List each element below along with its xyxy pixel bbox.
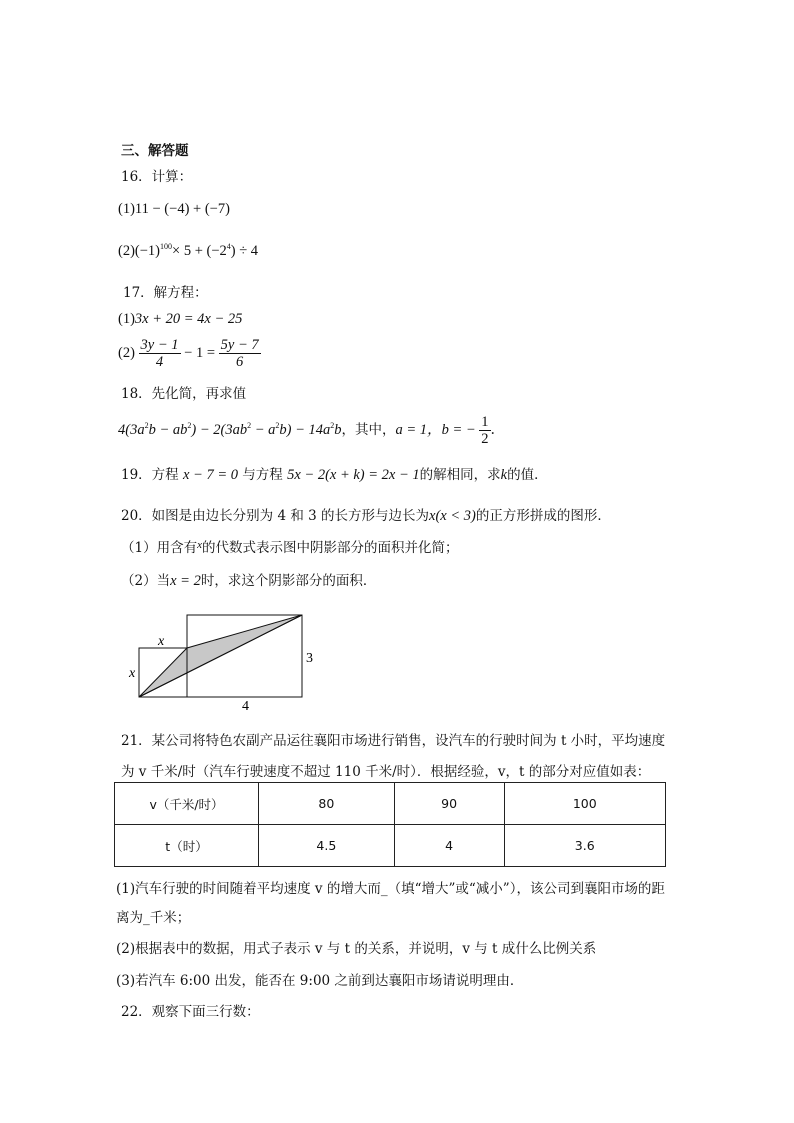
q18-expr-c: ) − 2(3ab — [191, 421, 248, 438]
q20-stem-b: 的正方形拼成的图形． — [475, 508, 611, 524]
q21-sub3: (3)若汽车 6:00 出发，能否在 9:00 之前到达襄阳市场请说明理由． — [116, 973, 524, 989]
q19-t2: 与方程 — [242, 467, 283, 483]
q21-line1: 21．某公司将特色农副产品运往襄阳市场进行销售，设汽车的行驶时间为 t 小时，平均速度 — [121, 733, 666, 749]
table-cell: 4.5 — [259, 825, 395, 867]
q18-exp: 2 — [187, 420, 192, 430]
q17-stem: 17．解方程： — [123, 285, 208, 301]
q19-t1: 19．方程 — [121, 467, 179, 483]
q17-part1-expr: 3x + 20 = 4x − 25 — [134, 311, 243, 327]
q19-k: k — [500, 467, 508, 483]
q20-label-top-x: x — [158, 634, 165, 649]
q20-part2-eq: x = 2 — [170, 573, 201, 589]
q21-line2: 为 v 千米/时（汽车行驶速度不超过 110 千米/时）．根据经验，v，t 的部分对应值如表： — [121, 764, 651, 780]
table-head-t: t（时） — [115, 825, 259, 867]
q16-part2-expr-a: (−1) — [134, 243, 161, 259]
q18-stem: 18．先化简，再求值 — [121, 386, 247, 402]
q20-label-right-3: 3 — [306, 651, 313, 666]
table-cell: 80 — [259, 783, 395, 825]
q18-end: ． — [490, 421, 506, 438]
table-cell: 3.6 — [504, 825, 666, 867]
q21-sub1-a: (1)汽车行驶的时间随着平均速度 v 的增大而_（填“增大”或“减小”），该公司到襄阳市场的距 — [116, 881, 665, 897]
table-row — [115, 783, 666, 825]
q16-part2-expr-c: ) ÷ 4 — [230, 243, 259, 259]
table-row — [115, 825, 666, 867]
q18-expr-f: b — [334, 421, 342, 438]
q16-part2-number: (2) — [118, 243, 135, 259]
q18-b-fraction: $\frac{1}{2}$ — [481, 414, 489, 447]
q22-stem: 22．观察下面三行数： — [121, 1004, 260, 1020]
q16-part2-exp1: 100 — [160, 242, 173, 251]
q17-fraction-1: $\frac{3y - 1}{4}$ — [140, 337, 179, 370]
q20-part1-b: 的代数式表示图中阴影部分的面积并化简； — [201, 540, 459, 556]
q18-expr-a: 4(3a — [118, 421, 145, 438]
table-cell: 90 — [394, 783, 504, 825]
q20-stem-a: 20．如图是由边长分别为 4 和 3 的长方形与边长为 — [121, 508, 430, 524]
q20-part2-b: 时，求这个阴影部分的面积． — [200, 573, 377, 589]
q18-exp: 2 — [330, 420, 335, 430]
q18-expr-e: b) − 14a — [279, 421, 331, 438]
table-cell: 100 — [504, 783, 666, 825]
q18-expr-d: − a — [251, 421, 276, 438]
q21-sub2: (2)根据表中的数据，用式子表示 v 与 t 的关系，并说明，v 与 t 成什么比例关系 — [116, 941, 597, 957]
q17-part2-number: (2) — [118, 344, 135, 361]
q21-value-table — [114, 782, 666, 867]
table-head-v: v（千米/时） — [115, 783, 259, 825]
q18-exp: 2 — [247, 420, 252, 430]
section-title: 三、解答题 — [121, 143, 189, 159]
q16-part1-expr: 11 − (−4) + (−7) — [134, 201, 230, 217]
q16-part1-number: (1) — [118, 201, 135, 217]
q16-part2-expr-b: × 5 + (−2 — [172, 243, 227, 259]
q19-t4: 的值． — [507, 467, 548, 483]
q20-part1-x: x — [197, 539, 202, 551]
q18-exp: 2 — [275, 420, 280, 430]
q16-stem: 16．计算： — [121, 169, 193, 185]
q20-diagonal — [139, 615, 302, 697]
q18-condition-text: ，其中， — [341, 421, 396, 438]
table-cell: 4 — [394, 825, 504, 867]
q21-sub1-b: 离为_千米； — [116, 910, 191, 926]
q18-exp: 2 — [144, 420, 149, 430]
q20-label-bottom-4: 4 — [242, 699, 249, 714]
q19-equation-2: 5x − 2(x + k) = 2x − 1 — [287, 467, 420, 483]
q18-expr-b: b − ab — [148, 421, 188, 438]
q20-part2-a: （2）当 — [121, 573, 171, 589]
q18-a-value: a = 1， — [395, 421, 442, 438]
q16-part2-exp2: 4 — [226, 242, 231, 251]
q17-fraction-2: $\frac{5y - 7}{6}$ — [220, 337, 259, 370]
q19-t3: 的解相同，求 — [419, 467, 501, 483]
q17-part2-mid: − 1 = — [184, 344, 216, 361]
q19-equation-1: x − 7 = 0 — [182, 467, 238, 483]
q17-part1-number: (1) — [118, 311, 135, 327]
q18-b-prefix: b = − — [441, 421, 476, 438]
q20-label-left-x: x — [129, 666, 136, 681]
q20-condition: x(x < 3) — [429, 508, 476, 524]
q20-part1-a: （1）用含有 — [121, 540, 198, 556]
